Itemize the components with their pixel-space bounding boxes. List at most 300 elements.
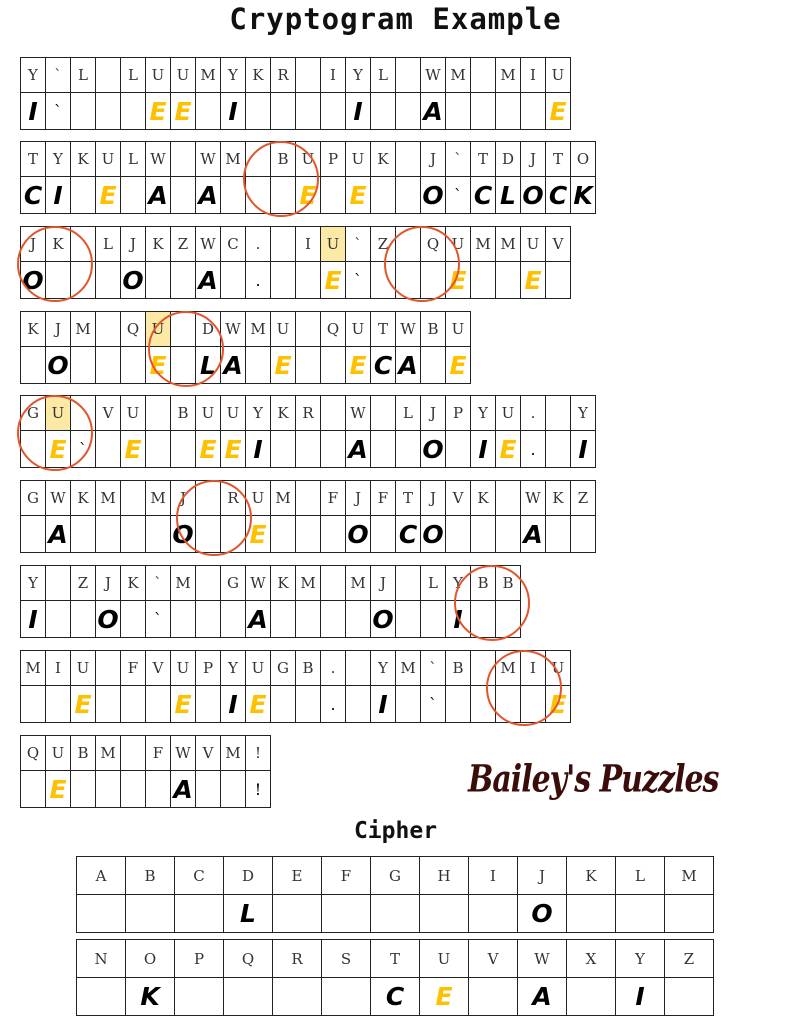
key-letter: L bbox=[616, 857, 665, 895]
key-value[interactable]: I bbox=[616, 978, 665, 1016]
answer-cell[interactable] bbox=[46, 686, 71, 723]
answer-cell[interactable] bbox=[546, 262, 571, 299]
cipher-letter bbox=[96, 651, 121, 686]
answer-cell[interactable] bbox=[271, 601, 296, 638]
cipher-letter: U bbox=[46, 396, 71, 431]
answer-cell[interactable]: I bbox=[221, 686, 246, 723]
answer-cell[interactable]: L bbox=[196, 347, 221, 384]
cipher-letter: Y bbox=[46, 142, 71, 177]
answer-cell[interactable] bbox=[396, 177, 421, 214]
cipher-letter: ` bbox=[446, 142, 471, 177]
answer-cell[interactable] bbox=[21, 771, 46, 808]
answer-cell[interactable]: O bbox=[521, 177, 546, 214]
answer-cell[interactable] bbox=[171, 601, 196, 638]
answer-cell[interactable]: I bbox=[446, 601, 471, 638]
cipher-letter bbox=[271, 227, 296, 262]
cipher-letter: U bbox=[171, 58, 196, 93]
answer-cell[interactable] bbox=[346, 686, 371, 723]
cipher-letter: M bbox=[446, 58, 471, 93]
key-value[interactable] bbox=[273, 978, 322, 1016]
answer-cell[interactable]: E bbox=[171, 93, 196, 130]
key-letter: H bbox=[420, 857, 469, 895]
answer-cell[interactable]: O bbox=[371, 601, 396, 638]
answer-cell[interactable]: E bbox=[46, 431, 71, 468]
answer-cell[interactable] bbox=[496, 516, 521, 553]
cipher-letter bbox=[96, 312, 121, 347]
cipher-letter bbox=[396, 566, 421, 601]
answer-cell[interactable] bbox=[271, 262, 296, 299]
answer-cell[interactable]: E bbox=[296, 177, 321, 214]
answer-cell[interactable] bbox=[271, 516, 296, 553]
answer-cell[interactable] bbox=[121, 93, 146, 130]
answer-cell[interactable]: K bbox=[571, 177, 596, 214]
cipher-letter bbox=[346, 651, 371, 686]
answer-cell[interactable]: C bbox=[546, 177, 571, 214]
answer-cell[interactable] bbox=[271, 686, 296, 723]
cipher-letter: M bbox=[496, 227, 521, 262]
key-letter: G bbox=[371, 857, 420, 895]
key-value[interactable] bbox=[420, 895, 469, 933]
answer-cell[interactable] bbox=[321, 347, 346, 384]
answer-cell[interactable]: I bbox=[346, 93, 371, 130]
cipher-letter: W bbox=[146, 142, 171, 177]
cipher-letter: C bbox=[221, 227, 246, 262]
cipher-letter: M bbox=[496, 58, 521, 93]
answer-cell[interactable] bbox=[321, 516, 346, 553]
answer-cell[interactable]: E bbox=[96, 177, 121, 214]
answer-cell[interactable]: E bbox=[46, 771, 71, 808]
answer-cell[interactable]: E bbox=[521, 262, 546, 299]
answer-cell[interactable] bbox=[96, 686, 121, 723]
key-value[interactable]: E bbox=[420, 978, 469, 1016]
answer-cell[interactable] bbox=[521, 93, 546, 130]
answer-cell[interactable] bbox=[296, 347, 321, 384]
answer-cell[interactable] bbox=[321, 93, 346, 130]
cipher-letter: K bbox=[146, 227, 171, 262]
answer-cell[interactable]: E bbox=[346, 347, 371, 384]
answer-cell[interactable] bbox=[21, 516, 46, 553]
cipher-letter: B bbox=[271, 142, 296, 177]
cipher-letter: W bbox=[421, 58, 446, 93]
answer-cell[interactable] bbox=[271, 93, 296, 130]
answer-cell[interactable] bbox=[71, 347, 96, 384]
answer-cell[interactable]: E bbox=[146, 93, 171, 130]
answer-cell[interactable] bbox=[121, 601, 146, 638]
answer-cell[interactable] bbox=[446, 516, 471, 553]
key-value[interactable] bbox=[616, 895, 665, 933]
answer-cell[interactable]: E bbox=[346, 177, 371, 214]
answer-cell[interactable] bbox=[21, 686, 46, 723]
cipher-letter bbox=[546, 396, 571, 431]
answer-cell[interactable] bbox=[121, 686, 146, 723]
answer-cell[interactable]: O bbox=[421, 177, 446, 214]
cipher-letter: Y bbox=[346, 58, 371, 93]
answer-cell[interactable]: ` bbox=[346, 262, 371, 299]
answer-cell[interactable]: ` bbox=[446, 177, 471, 214]
answer-cell[interactable] bbox=[246, 93, 271, 130]
answer-cell[interactable]: I bbox=[246, 431, 271, 468]
answer-cell[interactable] bbox=[396, 93, 421, 130]
cipher-letter bbox=[396, 142, 421, 177]
cipher-letter: V bbox=[546, 227, 571, 262]
cipher-letter: I bbox=[46, 651, 71, 686]
answer-cell[interactable] bbox=[96, 93, 121, 130]
answer-cell[interactable] bbox=[421, 601, 446, 638]
answer-cell[interactable]: O bbox=[421, 516, 446, 553]
puzzle-row bbox=[20, 565, 521, 638]
answer-cell[interactable] bbox=[71, 177, 96, 214]
cipher-letter: B bbox=[446, 651, 471, 686]
cipher-letter: M bbox=[346, 566, 371, 601]
answer-cell[interactable] bbox=[296, 431, 321, 468]
cipher-letter: M bbox=[21, 651, 46, 686]
cipher-letter: Y bbox=[371, 651, 396, 686]
answer-cell[interactable]: A bbox=[421, 93, 446, 130]
answer-cell[interactable] bbox=[121, 516, 146, 553]
cipher-letter bbox=[496, 481, 521, 516]
cipher-letter: I bbox=[521, 651, 546, 686]
answer-cell[interactable] bbox=[296, 93, 321, 130]
answer-cell[interactable]: . bbox=[521, 431, 546, 468]
answer-cell[interactable]: A bbox=[46, 516, 71, 553]
cipher-letter: G bbox=[21, 481, 46, 516]
cipher-letter: W bbox=[246, 566, 271, 601]
answer-cell[interactable] bbox=[371, 177, 396, 214]
cipher-letter bbox=[121, 736, 146, 771]
answer-cell[interactable]: E bbox=[271, 347, 296, 384]
answer-cell[interactable] bbox=[396, 686, 421, 723]
answer-cell[interactable] bbox=[146, 771, 171, 808]
answer-cell[interactable]: E bbox=[171, 686, 196, 723]
answer-cell[interactable]: ! bbox=[246, 771, 271, 808]
key-letter: X bbox=[567, 940, 616, 978]
cipher-letter: F bbox=[321, 481, 346, 516]
cipher-letter: U bbox=[546, 651, 571, 686]
answer-cell[interactable]: L bbox=[496, 177, 521, 214]
answer-cell[interactable]: ` bbox=[71, 431, 96, 468]
answer-cell[interactable] bbox=[146, 262, 171, 299]
answer-cell[interactable]: I bbox=[21, 93, 46, 130]
cipher-letter bbox=[96, 58, 121, 93]
answer-cell[interactable] bbox=[96, 347, 121, 384]
answer-cell[interactable] bbox=[121, 177, 146, 214]
cipher-letter: Q bbox=[121, 312, 146, 347]
cipher-letter: W bbox=[196, 142, 221, 177]
answer-cell[interactable] bbox=[71, 516, 96, 553]
answer-cell[interactable]: A bbox=[146, 177, 171, 214]
cipher-letter: M bbox=[246, 312, 271, 347]
cipher-letter bbox=[471, 58, 496, 93]
key-value[interactable] bbox=[567, 978, 616, 1016]
cipher-letter: I bbox=[296, 227, 321, 262]
cipher-letter: F bbox=[121, 651, 146, 686]
answer-cell[interactable] bbox=[21, 347, 46, 384]
answer-cell[interactable] bbox=[371, 516, 396, 553]
cipher-letter: G bbox=[221, 566, 246, 601]
answer-cell[interactable] bbox=[421, 347, 446, 384]
cipher-letter: U bbox=[96, 142, 121, 177]
answer-cell[interactable]: I bbox=[221, 93, 246, 130]
cipher-letter: Y bbox=[21, 566, 46, 601]
answer-cell[interactable] bbox=[46, 601, 71, 638]
key-letter: N bbox=[77, 940, 126, 978]
key-value[interactable]: O bbox=[518, 895, 567, 933]
answer-cell[interactable]: A bbox=[246, 601, 271, 638]
answer-cell[interactable]: E bbox=[71, 686, 96, 723]
cipher-letter: R bbox=[296, 396, 321, 431]
highlight-circle bbox=[243, 141, 319, 217]
answer-cell[interactable] bbox=[496, 93, 521, 130]
answer-cell[interactable] bbox=[446, 431, 471, 468]
answer-cell[interactable] bbox=[121, 347, 146, 384]
cipher-letter: I bbox=[521, 58, 546, 93]
cipher-letter: V bbox=[446, 481, 471, 516]
cipher-letter: T bbox=[396, 481, 421, 516]
cipher-key-bottom bbox=[76, 939, 714, 1016]
answer-cell[interactable]: A bbox=[196, 177, 221, 214]
cipher-letter: B bbox=[496, 566, 521, 601]
answer-cell[interactable] bbox=[171, 177, 196, 214]
answer-cell[interactable] bbox=[571, 516, 596, 553]
key-letter: R bbox=[273, 940, 322, 978]
answer-cell[interactable]: I bbox=[21, 601, 46, 638]
key-letter: F bbox=[322, 857, 371, 895]
key-value[interactable] bbox=[224, 978, 273, 1016]
cipher-letter: U bbox=[321, 227, 346, 262]
key-value[interactable] bbox=[665, 895, 714, 933]
key-letter: I bbox=[469, 857, 518, 895]
answer-cell[interactable] bbox=[246, 347, 271, 384]
key-value[interactable]: K bbox=[126, 978, 175, 1016]
key-letter: Q bbox=[224, 940, 273, 978]
key-value[interactable] bbox=[371, 895, 420, 933]
highlight-circle bbox=[148, 311, 224, 387]
answer-cell[interactable] bbox=[546, 431, 571, 468]
cipher-letter: J bbox=[421, 396, 446, 431]
answer-cell[interactable]: A bbox=[196, 262, 221, 299]
answer-cell[interactable]: . bbox=[246, 262, 271, 299]
answer-cell[interactable] bbox=[196, 601, 221, 638]
answer-cell[interactable]: E bbox=[246, 516, 271, 553]
answer-cell[interactable] bbox=[371, 93, 396, 130]
answer-cell[interactable]: I bbox=[471, 431, 496, 468]
cipher-letter: L bbox=[71, 58, 96, 93]
cipher-letter: T bbox=[371, 312, 396, 347]
answer-cell[interactable]: E bbox=[446, 347, 471, 384]
answer-cell[interactable]: O bbox=[46, 347, 71, 384]
cipher-letter: J bbox=[421, 142, 446, 177]
answer-cell[interactable] bbox=[471, 262, 496, 299]
puzzle-row bbox=[20, 57, 571, 130]
cipher-letter bbox=[171, 142, 196, 177]
cipher-letter: U bbox=[71, 651, 96, 686]
answer-cell[interactable] bbox=[146, 431, 171, 468]
answer-cell[interactable] bbox=[296, 686, 321, 723]
answer-cell[interactable]: E bbox=[321, 262, 346, 299]
key-value[interactable] bbox=[665, 978, 714, 1016]
key-letter: D bbox=[224, 857, 273, 895]
answer-cell[interactable] bbox=[396, 601, 421, 638]
key-value[interactable] bbox=[126, 895, 175, 933]
cipher-letter: K bbox=[246, 58, 271, 93]
cipher-letter: ` bbox=[146, 566, 171, 601]
answer-cell[interactable]: O bbox=[346, 516, 371, 553]
cipher-letter: W bbox=[396, 312, 421, 347]
answer-cell[interactable]: O bbox=[21, 262, 46, 299]
highlight-circle bbox=[176, 480, 252, 556]
cipher-letter: . bbox=[521, 396, 546, 431]
cipher-letter: F bbox=[146, 736, 171, 771]
cipher-letter: U bbox=[271, 312, 296, 347]
answer-cell[interactable] bbox=[96, 431, 121, 468]
answer-cell[interactable] bbox=[371, 431, 396, 468]
key-letter: B bbox=[126, 857, 175, 895]
answer-cell[interactable] bbox=[396, 431, 421, 468]
cipher-letter: U bbox=[546, 58, 571, 93]
answer-cell[interactable]: C bbox=[396, 516, 421, 553]
answer-cell[interactable]: ` bbox=[421, 686, 446, 723]
cipher-letter: J bbox=[421, 481, 446, 516]
answer-cell[interactable] bbox=[446, 93, 471, 130]
answer-cell[interactable]: A bbox=[221, 347, 246, 384]
answer-cell[interactable]: A bbox=[396, 347, 421, 384]
key-value[interactable]: A bbox=[518, 978, 567, 1016]
answer-cell[interactable] bbox=[96, 262, 121, 299]
key-value[interactable] bbox=[469, 895, 518, 933]
answer-cell[interactable]: ` bbox=[46, 93, 71, 130]
answer-cell[interactable] bbox=[196, 686, 221, 723]
key-letter: M bbox=[665, 857, 714, 895]
answer-cell[interactable]: ` bbox=[146, 601, 171, 638]
answer-cell[interactable] bbox=[321, 431, 346, 468]
cipher-letter bbox=[321, 396, 346, 431]
answer-cell[interactable] bbox=[196, 93, 221, 130]
highlight-circle bbox=[384, 226, 460, 302]
answer-cell[interactable] bbox=[71, 93, 96, 130]
answer-cell[interactable] bbox=[221, 262, 246, 299]
key-value[interactable] bbox=[77, 978, 126, 1016]
cipher-letter: Q bbox=[321, 312, 346, 347]
cipher-letter: J bbox=[121, 227, 146, 262]
key-value[interactable] bbox=[322, 895, 371, 933]
answer-cell[interactable]: E bbox=[221, 431, 246, 468]
key-value[interactable]: L bbox=[224, 895, 273, 933]
answer-cell[interactable]: C bbox=[21, 177, 46, 214]
answer-cell[interactable]: E bbox=[446, 262, 471, 299]
key-value[interactable] bbox=[175, 895, 224, 933]
answer-cell[interactable] bbox=[271, 431, 296, 468]
cipher-letter: U bbox=[146, 58, 171, 93]
answer-cell[interactable]: E bbox=[546, 686, 571, 723]
answer-cell[interactable] bbox=[71, 771, 96, 808]
cipher-letter bbox=[396, 58, 421, 93]
answer-cell[interactable]: A bbox=[171, 771, 196, 808]
answer-cell[interactable]: I bbox=[571, 431, 596, 468]
cipher-letter: W bbox=[171, 736, 196, 771]
highlight-circle bbox=[454, 565, 530, 641]
answer-cell[interactable] bbox=[546, 516, 571, 553]
key-value[interactable] bbox=[322, 978, 371, 1016]
answer-cell[interactable]: E bbox=[121, 431, 146, 468]
answer-cell[interactable]: E bbox=[496, 431, 521, 468]
cipher-letter: V bbox=[146, 651, 171, 686]
answer-cell[interactable]: A bbox=[346, 431, 371, 468]
cipher-letter: U bbox=[446, 227, 471, 262]
cipher-letter: U bbox=[221, 396, 246, 431]
key-value[interactable] bbox=[175, 978, 224, 1016]
answer-cell[interactable] bbox=[221, 601, 246, 638]
answer-cell[interactable]: E bbox=[146, 347, 171, 384]
answer-cell[interactable]: I bbox=[371, 686, 396, 723]
answer-cell[interactable] bbox=[296, 601, 321, 638]
cipher-letter bbox=[146, 396, 171, 431]
answer-cell[interactable] bbox=[221, 177, 246, 214]
puzzle-row bbox=[20, 226, 571, 299]
answer-cell[interactable]: O bbox=[96, 601, 121, 638]
answer-cell[interactable]: O bbox=[121, 262, 146, 299]
key-letter: O bbox=[126, 940, 175, 978]
cipher-key-top bbox=[76, 856, 714, 933]
answer-cell[interactable] bbox=[471, 516, 496, 553]
cipher-letter: K bbox=[71, 481, 96, 516]
answer-cell[interactable] bbox=[196, 771, 221, 808]
cipher-letter: M bbox=[96, 481, 121, 516]
key-value[interactable] bbox=[469, 978, 518, 1016]
answer-cell[interactable] bbox=[71, 601, 96, 638]
answer-cell[interactable]: I bbox=[46, 177, 71, 214]
answer-cell[interactable]: E bbox=[546, 93, 571, 130]
key-value[interactable] bbox=[567, 895, 616, 933]
answer-cell[interactable] bbox=[346, 601, 371, 638]
answer-cell[interactable] bbox=[471, 93, 496, 130]
answer-cell[interactable]: O bbox=[421, 431, 446, 468]
answer-cell[interactable] bbox=[96, 771, 121, 808]
answer-cell[interactable] bbox=[321, 177, 346, 214]
answer-cell[interactable] bbox=[321, 601, 346, 638]
answer-cell[interactable] bbox=[121, 771, 146, 808]
key-value[interactable]: C bbox=[371, 978, 420, 1016]
answer-cell[interactable]: E bbox=[246, 686, 271, 723]
answer-cell[interactable]: A bbox=[521, 516, 546, 553]
cipher-letter: U bbox=[346, 312, 371, 347]
answer-cell[interactable] bbox=[296, 516, 321, 553]
answer-cell[interactable] bbox=[446, 686, 471, 723]
answer-cell[interactable]: . bbox=[321, 686, 346, 723]
answer-cell[interactable] bbox=[96, 516, 121, 553]
cipher-letter: Y bbox=[571, 396, 596, 431]
answer-cell[interactable] bbox=[496, 262, 521, 299]
answer-cell[interactable]: C bbox=[371, 347, 396, 384]
key-letter: S bbox=[322, 940, 371, 978]
answer-cell[interactable] bbox=[171, 431, 196, 468]
key-letter: J bbox=[518, 857, 567, 895]
cipher-letter: M bbox=[471, 227, 496, 262]
cipher-letter: K bbox=[71, 142, 96, 177]
key-value[interactable] bbox=[77, 895, 126, 933]
answer-cell[interactable] bbox=[171, 262, 196, 299]
answer-cell[interactable] bbox=[296, 262, 321, 299]
cipher-letter: I bbox=[321, 58, 346, 93]
answer-cell[interactable] bbox=[146, 516, 171, 553]
answer-cell[interactable] bbox=[221, 771, 246, 808]
key-value[interactable] bbox=[273, 895, 322, 933]
cipher-letter: K bbox=[46, 227, 71, 262]
answer-cell[interactable]: E bbox=[196, 431, 221, 468]
cipher-letter: U bbox=[121, 396, 146, 431]
answer-cell[interactable]: O bbox=[171, 516, 196, 553]
answer-cell[interactable] bbox=[146, 686, 171, 723]
answer-cell[interactable]: C bbox=[471, 177, 496, 214]
